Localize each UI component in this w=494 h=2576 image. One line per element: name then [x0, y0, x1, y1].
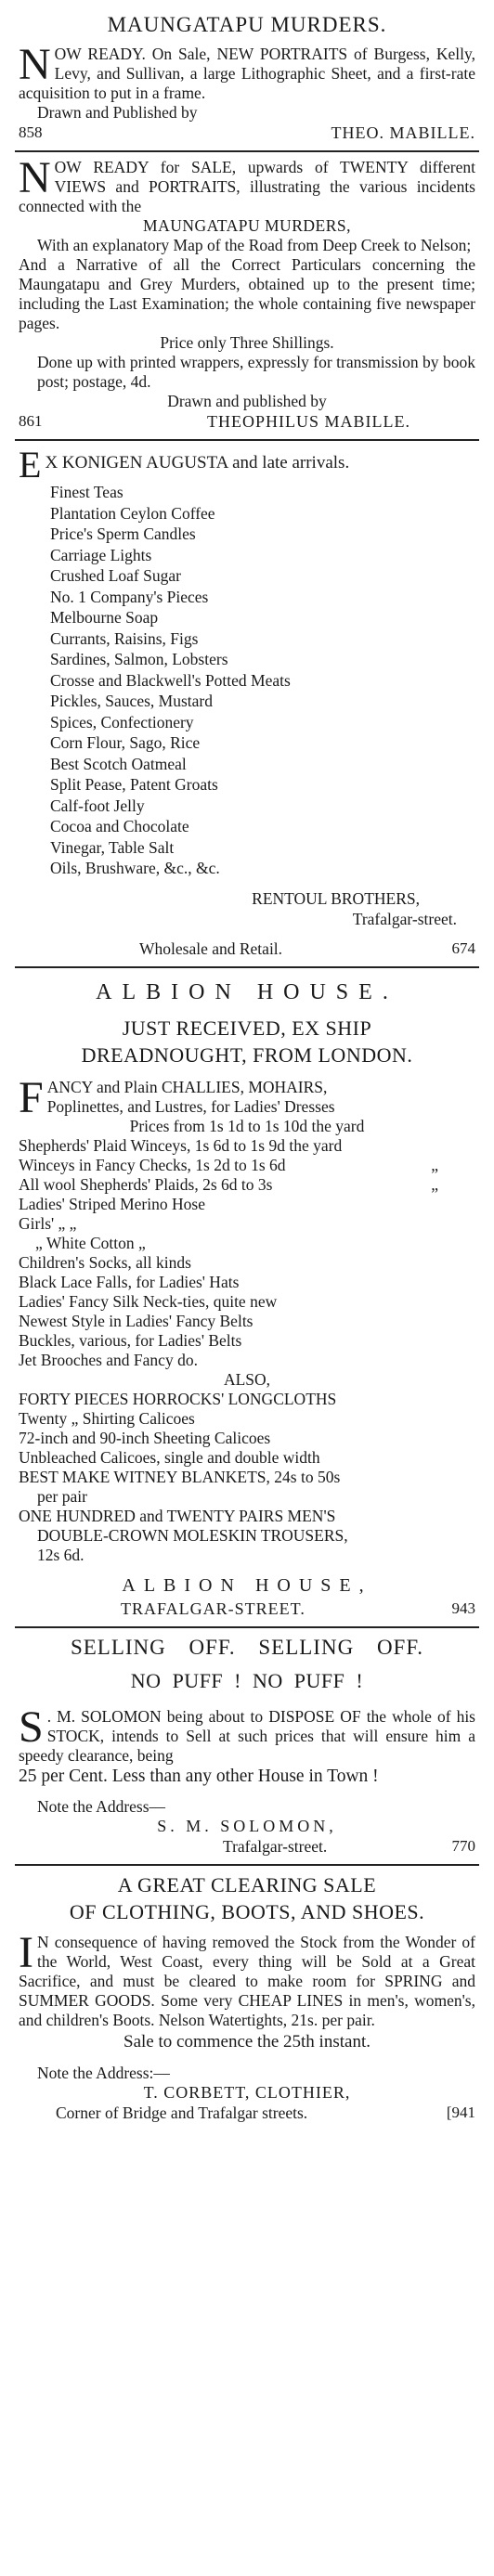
drop-cap: E [19, 444, 42, 485]
advert-heading: A GREAT CLEARING SALE [117, 1872, 377, 1896]
note-line: Note the Address— [37, 1796, 166, 1816]
list-item: Cocoa and Chocolate [50, 817, 189, 835]
goods-list [19, 482, 475, 879]
advert-number: 770 [451, 1836, 475, 1855]
advert-body [19, 1072, 475, 1122]
publisher-signature: THEOPHILUS MABILLE. [207, 412, 410, 431]
list-item: Pickles, Sauces, Mustard [50, 692, 213, 710]
row-text: Ladies' Fancy Silk Neck-ties, quite new [19, 1291, 278, 1311]
advert-number: 674 [451, 938, 475, 957]
advert-footer [19, 123, 475, 143]
goods-rows [19, 1136, 475, 1370]
wrappers-line: Done up with printed wrappers, expressly for transmission by book post; postage, 4d. [37, 353, 475, 391]
merchant-street: Trafalgar-street. [223, 1836, 328, 1856]
price-line: Prices from 1s 1d to 1s 10d the yard [129, 1116, 365, 1135]
advert-heading-text: X KONIGEN AUGUSTA and late arrivals. [45, 453, 350, 472]
advert-body [19, 153, 475, 216]
table-row [19, 1351, 475, 1370]
row-text: All wool Shepherds' Plaids, 2s 6d to 3s [19, 1174, 273, 1194]
advert-maungatapu-portraits [15, 6, 479, 152]
advert-footer [19, 2103, 475, 2123]
map-line: With an explanatory Map of the Road from Deep Creek to Nelson; [37, 236, 472, 254]
advert-number: 943 [451, 1599, 475, 1617]
drop-cap: N [19, 153, 51, 202]
newspaper-advertisements-column [15, 0, 479, 2130]
advert-body-text: OW READY. On Sale, NEW PORTRAITS of Burgess, Kelly, Levy, and Sullivan, a large Lithographic Sheet, and a first-rate acquisition to put in a frame. [19, 45, 475, 102]
list-item: Melbourne Soap [50, 608, 159, 627]
body-line: 12s 6d. [37, 1545, 84, 1564]
drop-cap: I [19, 1927, 33, 1977]
firm-name: RENTOUL BROTHERS, [252, 888, 420, 908]
list-item: Crushed Loaf Sugar [50, 566, 181, 585]
table-row [19, 1234, 475, 1253]
ditto-mark: „ [431, 1174, 438, 1194]
price-line: Price only Three Shillings. [160, 333, 334, 352]
row-text: Jet Brooches and Fancy do. [19, 1350, 198, 1369]
advert-body-text: . M. SOLOMON being about to DISPOSE OF the whole of his STOCK, intends to Sell at such prices that will ensure him a speedy clearance, being [19, 1706, 475, 1765]
list-item: No. 1 Company's Pieces [50, 587, 209, 606]
row-text: Black Lace Falls, for Ladies' Hats [19, 1272, 240, 1291]
table-row [19, 1331, 475, 1351]
row-text: Ladies' Striped Merino Hose [19, 1194, 205, 1213]
row-text: Buckles, various, for Ladies' Belts [19, 1330, 242, 1350]
table-row [19, 1195, 475, 1214]
body-line: Twenty „ Shirting Calicoes [19, 1408, 195, 1428]
body-line: BEST MAKE WITNEY BLANKETS, 24s to 50s [19, 1467, 341, 1486]
footer-street: TRAFALGAR-STREET. [121, 1599, 306, 1618]
list-item: Carriage Lights [50, 545, 152, 564]
advert-footer [19, 411, 475, 432]
advert-body [19, 40, 475, 103]
list-item: Spices, Confectionery [50, 712, 194, 731]
advert-body [19, 1702, 475, 1766]
table-row [19, 1175, 475, 1195]
drop-cap: N [19, 40, 51, 89]
list-item: Price's Sperm Candles [50, 524, 196, 543]
advert-heading: MAUNGATAPU MURDERS. [107, 13, 387, 36]
body-line: ONE HUNDRED and TWENTY PAIRS MEN'S [19, 1506, 336, 1525]
drawn-by-line: Drawn and Published by [37, 103, 198, 122]
advert-rentoul-brothers [15, 441, 479, 968]
ditto-mark: „ [431, 1155, 438, 1174]
merchant-name: S. M. SOLOMON, [157, 1816, 337, 1835]
row-text: Children's Socks, all kinds [19, 1252, 191, 1272]
row-text: „ White Cotton „ [35, 1233, 146, 1252]
advert-number: 861 [19, 412, 43, 430]
advert-heading: SELLING OFF. SELLING OFF. [70, 1635, 424, 1659]
advert-title: MAUNGATAPU MURDERS, [143, 216, 351, 235]
list-item: Currants, Raisins, Figs [50, 628, 199, 648]
advert-number: 858 [19, 123, 43, 141]
list-item: Corn Flour, Sago, Rice [50, 733, 201, 752]
drawn-by-line: Drawn and published by [167, 392, 327, 410]
advert-heading [19, 444, 475, 485]
table-row [19, 1214, 475, 1234]
list-item: Calf-foot Jelly [50, 796, 145, 815]
body-line: ANCY and Plain CHALLIES, MOHAIRS, [46, 1077, 328, 1096]
advert-subheading: JUST RECEIVED, EX SHIP [122, 1016, 372, 1040]
table-row [19, 1136, 475, 1156]
drop-cap: F [19, 1072, 44, 1122]
advert-body-text: OW READY for SALE, upwards of TWENTY different VIEWS and PORTRAITS, illustrating the various incidents connected with the [19, 158, 475, 215]
list-item: Finest Teas [50, 483, 124, 501]
merchant-address: Corner of Bridge and Trafalgar streets. [56, 2103, 308, 2122]
trade-line: Wholesale and Retail. [139, 938, 283, 958]
body-line: per pair [37, 1486, 87, 1506]
highlight-line: 25 per Cent. Less than any other House in Town ! [19, 1766, 379, 1786]
advert-footer [19, 1836, 475, 1857]
advert-selling-off [15, 1628, 479, 1866]
advert-body-text: N consequence of having removed the Stock from the Wonder of the World, West Coast, every thing will be Sold at a Great Sacrifice, and must be cleared to make room for SPRING and SUMMER GOODS. Some very CHEAP LINES in men's, women's, and children's Boots. Nelson Watertights, 21s. per pair. [19, 1932, 475, 2029]
list-item: Vinegar, Table Salt [50, 837, 175, 857]
drop-cap: S [19, 1702, 44, 1752]
advert-albion-house [15, 968, 479, 1628]
note-line: Note the Address:— [37, 2063, 170, 2082]
table-row [19, 1253, 475, 1273]
list-item: Crosse and Blackwell's Potted Meats [50, 670, 291, 690]
advert-subheading: DREADNOUGHT, FROM LONDON. [81, 1042, 413, 1067]
advert-maungatapu-views [15, 152, 479, 441]
footer-heading: ALBION HOUSE, [122, 1574, 372, 1596]
row-text: Newest Style in Ladies' Fancy Belts [19, 1311, 254, 1330]
list-item: Plantation Ceylon Coffee [50, 503, 215, 523]
body-line: Unbleached Calicoes, single and double width [19, 1447, 320, 1467]
row-text: Girls' „ „ [19, 1213, 77, 1233]
table-row [19, 1312, 475, 1331]
firm-street: Trafalgar-street. [352, 909, 457, 928]
advert-clearing-sale [15, 1866, 479, 2130]
list-item: Sardines, Salmon, Lobsters [50, 650, 228, 668]
list-item: Best Scotch Oatmeal [50, 754, 187, 773]
advert-body [19, 1927, 475, 2030]
advert-heading: OF CLOTHING, BOOTS, AND SHOES. [69, 1899, 425, 1923]
narrative-line: And a Narrative of all the Correct Particulars concerning the Maungatapu and Grey Murders, obtained up to the present time; including the Last Examination; the whole containing five newspaper pages. [19, 255, 475, 332]
publisher-signature: THEO. MABILLE. [331, 123, 475, 142]
body-line: Poplinettes, and Lustres, for Ladies' Dresses [46, 1096, 335, 1116]
advert-number: [941 [446, 2103, 475, 2121]
body-line: 72-inch and 90-inch Sheeting Calicoes [19, 1428, 271, 1447]
body-line: DOUBLE-CROWN MOLESKIN TROUSERS, [37, 1525, 348, 1545]
advert-heading: ALBION HOUSE. [96, 979, 398, 1004]
also-line: ALSO, [223, 1369, 271, 1389]
list-item: Split Pease, Patent Groats [50, 775, 218, 794]
advert-footer [19, 1599, 475, 1619]
table-row [19, 1292, 475, 1312]
advert-footer [19, 938, 475, 959]
row-text: Winceys in Fancy Checks, 1s 2d to 1s 6d [19, 1155, 286, 1174]
table-row [19, 1156, 475, 1175]
merchant-name: T. CORBETT, CLOTHIER, [143, 2082, 351, 2102]
advert-subheading: NO PUFF ! NO PUFF ! [130, 1668, 364, 1692]
table-row [19, 1273, 475, 1292]
body-line: FORTY PIECES HORROCKS' LONGCLOTHS [19, 1389, 337, 1408]
list-item: Oils, Brushware, &c., &c. [50, 859, 220, 877]
commence-line: Sale to commence the 25th instant. [124, 2031, 370, 2052]
row-text: Shepherds' Plaid Winceys, 1s 6d to 1s 9d the yard [19, 1135, 343, 1155]
